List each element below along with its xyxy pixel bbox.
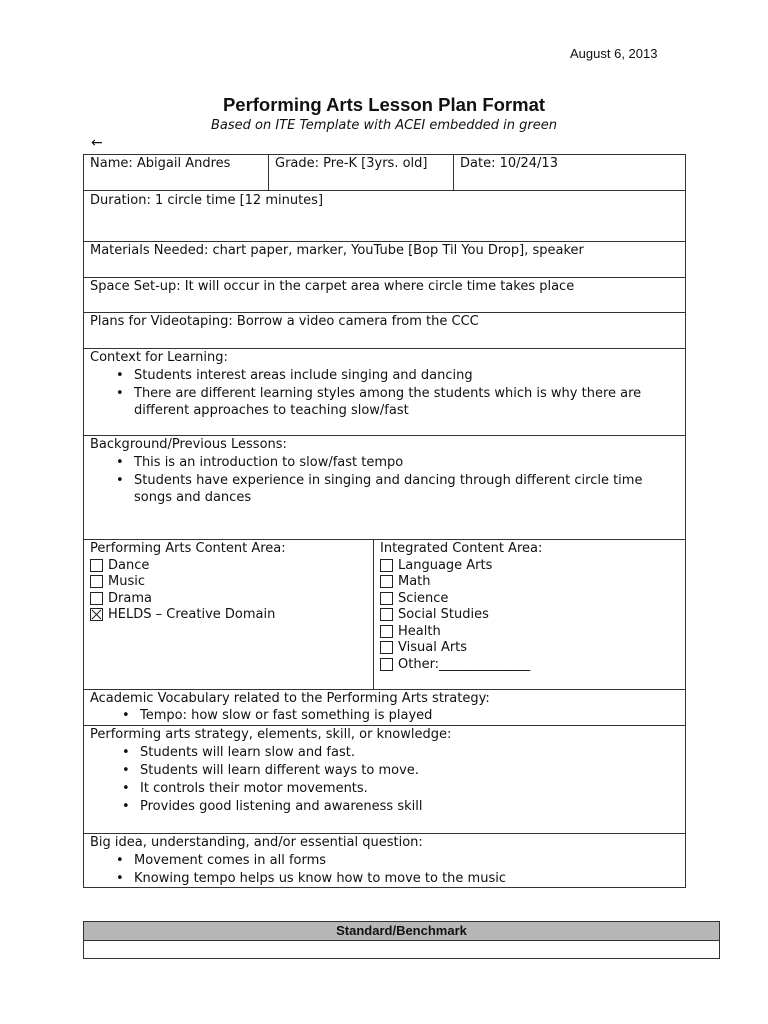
vocabulary-list (90, 707, 679, 724)
list-item: • Students will learn different ways to move. (140, 762, 679, 779)
checkbox-helds[interactable] (90, 607, 367, 624)
checked-checkbox-icon[interactable] (90, 608, 103, 621)
checkbox-icon[interactable] (380, 575, 393, 588)
list-item: • There are different learning styles among the students which is why there are different approaches to teaching slow/fast (134, 385, 679, 419)
checkbox-label: HELDS – Creative Domain (108, 607, 276, 623)
checkbox-label: Dance (108, 557, 150, 573)
context-list (90, 367, 679, 419)
strategy-label: Performing arts strategy, elements, skill, or knowledge: (90, 727, 452, 742)
checkbox-icon[interactable] (380, 592, 393, 605)
integrated-content-cell (373, 540, 685, 689)
checkbox-music[interactable] (90, 574, 367, 591)
checkbox-label: Music (108, 574, 145, 590)
performing-arts-cell (84, 540, 373, 689)
big-idea-list (90, 852, 679, 887)
checkbox-label: Math (398, 574, 431, 590)
checkbox-other[interactable] (380, 656, 679, 673)
standard-benchmark-header: Standard/Benchmark (84, 922, 719, 941)
grade-cell: Grade: Pre-K [3yrs. old] (268, 155, 453, 190)
list-item: • Students interest areas include singing and dancing (134, 367, 679, 384)
checkbox-label: Social Studies (398, 607, 489, 623)
integrated-content-label: Integrated Content Area: (380, 541, 543, 556)
left-arrow-icon: ← (91, 135, 103, 151)
checkbox-language-arts[interactable] (380, 557, 679, 574)
checkbox-label: Science (398, 590, 449, 606)
checkbox-math[interactable] (380, 574, 679, 591)
checkbox-icon[interactable] (380, 625, 393, 638)
list-item: • Provides good listening and awareness skill (140, 798, 679, 815)
list-item: • Movement comes in all forms (134, 852, 679, 869)
duration-row: Duration: 1 circle time [12 minutes] (84, 190, 685, 241)
context-label: Context for Learning: (90, 350, 228, 365)
standard-benchmark-table (83, 921, 720, 959)
background-list (90, 454, 679, 506)
checkbox-icon[interactable] (380, 658, 393, 671)
big-idea-row (84, 833, 685, 887)
checkbox-label: Other:______________ (398, 656, 531, 672)
checkbox-icon[interactable] (90, 575, 103, 588)
performing-arts-label: Performing Arts Content Area: (90, 541, 286, 556)
document-subtitle: Based on ITE Template with ACEI embedded in green (210, 118, 558, 133)
checkbox-label: Language Arts (398, 557, 493, 573)
list-item: • This is an introduction to slow/fast tempo (134, 454, 679, 471)
lesson-plan-table (83, 154, 686, 888)
checkbox-icon[interactable] (380, 608, 393, 621)
checkbox-icon[interactable] (380, 559, 393, 572)
checkbox-health[interactable] (380, 623, 679, 640)
checkbox-science[interactable] (380, 590, 679, 607)
background-label: Background/Previous Lessons: (90, 437, 287, 452)
list-item: • Students have experience in singing and dancing through different circle time songs and dances (134, 472, 679, 506)
checkbox-label: Health (398, 623, 441, 639)
videotaping-row: Plans for Videotaping: Borrow a video camera from the CCC (84, 312, 685, 348)
big-idea-label: Big idea, understanding, and/or essential question: (90, 835, 423, 850)
document-title: Performing Arts Lesson Plan Format (222, 94, 546, 115)
space-row: Space Set-up: It will occur in the carpet area where circle time takes place (84, 277, 685, 312)
strategy-list (90, 744, 679, 815)
name-cell: Name: Abigail Andres (90, 156, 231, 171)
checkbox-drama[interactable] (90, 590, 367, 607)
info-row (84, 155, 685, 190)
content-area-row (84, 539, 685, 689)
checkbox-icon[interactable] (380, 641, 393, 654)
standard-benchmark-cell (84, 941, 719, 958)
checkbox-label: Visual Arts (398, 640, 468, 656)
background-row (84, 435, 685, 539)
strategy-row (84, 725, 685, 833)
list-item: • Knowing tempo helps us know how to move to the music (134, 870, 679, 887)
date-cell: Date: 10/24/13 (453, 155, 685, 190)
list-item: • Tempo: how slow or fast something is played (140, 707, 679, 724)
list-item: • Students will learn slow and fast. (140, 744, 679, 761)
vocabulary-label: Academic Vocabulary related to the Performing Arts strategy: (90, 691, 490, 706)
checkbox-visual-arts[interactable] (380, 640, 679, 657)
list-item: • It controls their motor movements. (140, 780, 679, 797)
context-row (84, 348, 685, 435)
checkbox-label: Drama (108, 590, 152, 606)
checkbox-social-studies[interactable] (380, 607, 679, 624)
materials-row: Materials Needed: chart paper, marker, YouTube [Bop Til You Drop], speaker (84, 241, 685, 277)
document-date: August 6, 2013 (570, 46, 658, 61)
checkbox-icon[interactable] (90, 559, 103, 572)
vocabulary-row (84, 689, 685, 725)
checkbox-dance[interactable] (90, 557, 367, 574)
checkbox-icon[interactable] (90, 592, 103, 605)
